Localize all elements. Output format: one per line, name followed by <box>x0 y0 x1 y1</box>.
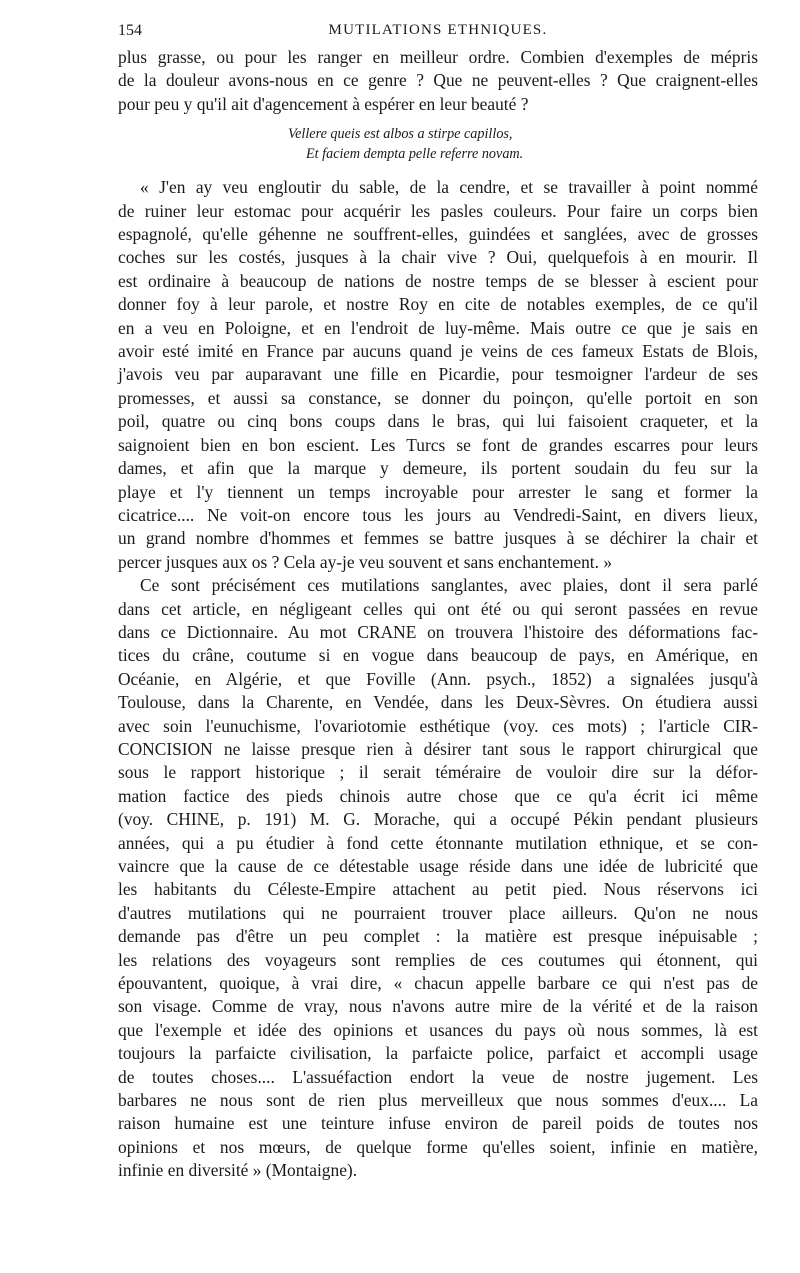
text-line: percer jusques aux os ? Cela ay-je veu souvent et sans enchantement. » <box>118 551 613 572</box>
verse-line: Et faciem dempta pelle referre novam. <box>306 146 524 163</box>
text-line: un grand nombre d'hommes et femmes se battre jusques à se déchirer la chair et <box>118 528 758 549</box>
text-line: « J'en ay veu engloutir du sable, de la cendre, et se travailler à point nommé <box>140 177 758 198</box>
text-line: son visage. Comme de vray, nous n'avons autre mire de la vérité et de la raison <box>118 996 758 1017</box>
text-line: avec soin l'eunuchisme, l'ovariotomie esthétique (voy. ces mots) ; l'article CIR- <box>118 715 758 736</box>
text-line: est ordinaire à beaucoup de nations de nostre temps de se blesser à escient pour <box>118 270 758 291</box>
text-line: en a veu en Poloigne, et en l'endroit de luy-même. Mais outre ce que je sais en <box>118 317 758 338</box>
text-line: espagnolé, qu'elle géhenne ne souffrent-elles, guindées et sanglées, avec de grosses <box>118 224 758 245</box>
book-page <box>118 22 758 1183</box>
text-line: donner foy à leur parole, et nostre Roy en cite de notables exemples, de ce qu'il <box>118 294 758 315</box>
text-line: promesses, et aussi sa constance, se donner du poinçon, qu'elle portoit en son <box>118 387 758 408</box>
text-line: dans ce Dictionnaire. Au mot CRANE on trouvera l'histoire des déformations fac- <box>118 621 758 642</box>
text-line: de toutes choses.... L'assuéfaction endort la veue de nostre jugement. Les <box>118 1066 758 1087</box>
text-line: dans cet article, en négligeant celles qui ont été ou qui seront passées en revue <box>118 598 758 619</box>
text-line: cicatrice.... Ne voit-on encore tous les jours au Vendredi-Saint, en divers lieux, <box>118 504 758 525</box>
text-line: Ce sont précisément ces mutilations sanglantes, avec plaies, dont il sera parlé <box>140 575 758 596</box>
text-line: plus grasse, ou pour les ranger en meilleur ordre. Combien d'exemples de mépris <box>118 47 758 67</box>
text-line: dames, et afin que la marque y demeure, ils portent soudain du feu sur la <box>118 458 758 479</box>
text-line: demande pas d'être un peu complet : la matière est presque inépuisable ; <box>118 926 758 947</box>
text-line: mation factice des pieds chinois autre chose que ce qu'a écrit ici même <box>118 785 758 806</box>
text-line: que l'exemple et idée des opinions et usances du pays où nous sommes, là est <box>118 1019 758 1040</box>
montaigne-quote-paragraph <box>118 176 758 574</box>
latin-verse <box>118 124 758 164</box>
text-line: opinions et nos mœurs, de quelque forme qu'elles soient, infinie en matière, <box>118 1136 758 1157</box>
text-line: de ruiner leur estomac pour acquérir les pasles couleurs. Pour faire un corps bien <box>118 200 758 221</box>
running-title: MUTILATIONS ETHNIQUES. <box>328 22 548 38</box>
text-line: CONCISION ne laisse presque rien à désirer tant sous le rapport chirurgical que <box>118 738 758 759</box>
opening-paragraph <box>118 46 758 116</box>
text-line: épouvantent, quoique, à vrai dire, « chacun appelle barbare ce qui n'est pas de <box>118 973 758 994</box>
text-line: infinie en diversité » (Montaigne). <box>118 1160 358 1181</box>
text-line: avoir esté imité en France par aucuns quand je veins de ces fameux Estats de Blois, <box>118 341 758 362</box>
page-number: 154 <box>118 22 142 39</box>
text-line: de la douleur avons-nous en ce genre ? Que ne peuvent-elles ? Que craignent-elles <box>118 70 758 91</box>
text-line: années, qui a pu étudier à fond cette étonnante mutilation ethnique, et se con- <box>118 832 758 853</box>
text-line: (voy. CHINE, p. 191) M. G. Morache, qui a occupé Pékin pendant plusieurs <box>118 809 758 830</box>
text-line: Toulouse, dans la Charente, en Vendée, dans les Deux-Sèvres. On étudiera aussi <box>118 692 758 713</box>
text-line: raison humaine est une teinture infuse environ de pareil poids de toutes nos <box>118 1113 758 1134</box>
text-line: Océanie, en Algérie, et que Foville (Ann. psych., 1852) a signalées jusqu'à <box>118 668 758 689</box>
text-line: vaincre que la cause de ce détestable usage réside dans une idée de lubricité que <box>118 856 758 876</box>
text-line: playe et l'y tiennent un temps incroyable pour arrester le sang et former la <box>118 481 758 502</box>
running-head <box>118 22 758 46</box>
text-line: d'autres mutilations qui ne pourraient trouver place ailleurs. Qu'on ne nous <box>118 902 758 923</box>
text-line: toujours la parfaicte civilisation, la parfaicte police, parfaict et accompli usage <box>118 1043 758 1064</box>
text-line: barbares ne nous sont de rien plus merveilleux que nous sommes d'eux.... La <box>118 1090 758 1111</box>
body-paragraph <box>118 574 758 1183</box>
text-line: tices du crâne, coutume si en vogue dans beaucoup de pays, en Amérique, en <box>118 645 758 666</box>
text-line: j'avois veu par auparavant une fille en Picardie, pour tesmoigner l'ardeur de ses <box>118 364 758 385</box>
text-line: coches sur les costés, jusques à la chair vive ? Oui, quelquefois à en mourir. Il <box>118 247 758 268</box>
text-line: les habitants du Céleste-Empire attachent au petit pied. Nous réservons ici <box>118 879 758 900</box>
text-line: poil, quatre ou cinq bons coups dans le bras, qui lui faisoient craqueter, et la <box>118 411 758 432</box>
text-line: les relations des voyageurs sont remplies de ces coutumes qui étonnent, qui <box>118 949 758 970</box>
verse-line: Vellere queis est albos a stirpe capillos, <box>288 126 513 143</box>
text-line: saignoient bien en bon escient. Les Turcs se font de grandes escarres pour leurs <box>118 434 758 455</box>
text-line: sous le rapport historique ; il serait téméraire de vouloir dire sur la défor- <box>118 762 758 783</box>
text-line: pour peu y qu'il ait d'agencement à espérer en leur beauté ? <box>118 93 529 114</box>
